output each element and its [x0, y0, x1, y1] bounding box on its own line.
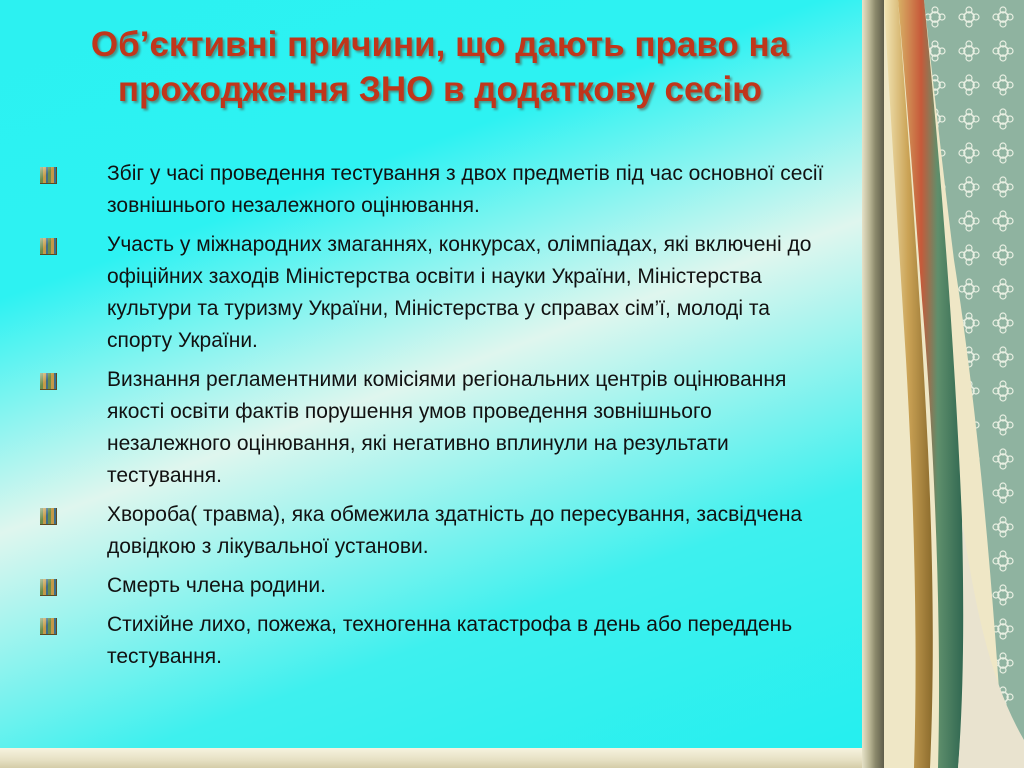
list-item-text: Смерть члена родини. [107, 574, 326, 597]
list-item [36, 609, 836, 673]
list-item-text: Хвороба( травма), яка обмежила здатність до пересування, засвідчена довідкою з лікувальної установи. [107, 503, 803, 558]
slide-title: Об’єктивні причини, що дають право на проходження ЗНО в додаткову сесію [90, 25, 790, 109]
list-item-text: Збіг у часі проведення тестування з двох предметів під час основної сесії зовнішнього незалежного оцінювання. [107, 162, 824, 217]
bullet-icon [40, 508, 57, 525]
list-item-text: Визнання регламентними комісіями регіональних центрів оцінювання якості освіти фактів порушення умов проведення зовнішнього незалежного оцінювання, які негативно вплинули на результати тестування. [107, 368, 787, 487]
reasons-list [36, 158, 836, 680]
list-item [36, 499, 836, 563]
panel-right-border [862, 0, 884, 768]
decorative-pattern-strip [884, 0, 1024, 768]
list-item [36, 570, 836, 602]
list-item [36, 364, 836, 492]
bullet-icon [40, 373, 57, 390]
decorative-drape-icon [884, 0, 1024, 768]
list-item-text: Участь у міжнародних змаганнях, конкурсах, олімпіадах, які включені до офіційних заходів Міністерства освіти і науки України, Міністерства культури та туризму України, Міністерства у справах сім’ї, молоді та спорту України. [107, 233, 812, 352]
bullet-icon [40, 238, 57, 255]
list-item [36, 158, 836, 222]
list-item [36, 229, 836, 357]
panel-bottom-border [0, 748, 866, 768]
list-item-text: Стихійне лихо, пожежа, техногенна катастрофа в день або переддень тестування. [107, 613, 793, 668]
bullet-icon [40, 618, 57, 635]
bullet-icon [40, 579, 57, 596]
bullet-icon [40, 167, 57, 184]
